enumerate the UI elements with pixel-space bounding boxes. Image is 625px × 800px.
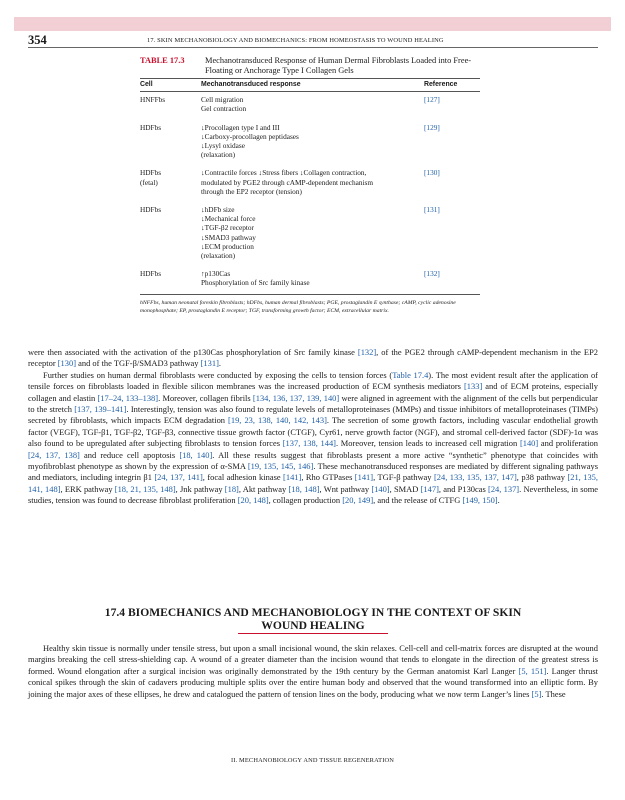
running-title: 17. SKIN MECHANOBIOLOGY AND BIOMECHANICS: FROM HOMEOSTASIS TO WOUND HEALING bbox=[147, 37, 444, 44]
section-rule bbox=[238, 633, 388, 634]
body-text-upper bbox=[28, 347, 598, 507]
table-cell-response bbox=[201, 168, 424, 196]
table-cell-reference bbox=[424, 95, 480, 113]
table-cell-reference bbox=[424, 168, 480, 196]
section-heading-line-1: 17.4 BIOMECHANICS AND MECHANOBIOLOGY IN THE CONTEXT OF SKIN bbox=[104, 606, 522, 619]
table-row bbox=[140, 168, 480, 196]
table-cell-reference-line: [132] bbox=[424, 269, 440, 279]
table-cell-response bbox=[201, 123, 424, 160]
citation-link[interactable]: Table 17.4 bbox=[392, 369, 429, 380]
table-footnote: hNFFbs, human neonatal foreskin fibroblasts; hDFbs, human dermal fibroblasts; PGE, prostaglandin E synthase; cAMP, cyclic adenosine monophosphate; EP, prostaglandin E receptor; TGF, transforming growth factor; ECM, extracellular matrix. bbox=[140, 299, 456, 315]
table-row bbox=[140, 123, 480, 160]
table-cell-type-line: HDFbs bbox=[140, 122, 162, 132]
data-table bbox=[140, 78, 480, 316]
citation-link[interactable]: [24, 133, 135, 137, 147] bbox=[433, 472, 517, 483]
table-cell-response-line: ↓ECM production bbox=[201, 241, 254, 251]
table-cell-response-line: ↓hDFb size bbox=[201, 205, 235, 215]
citation-link[interactable]: [24, 137, 138] bbox=[28, 449, 80, 460]
table-cell-type-line: HDFbs bbox=[140, 168, 162, 178]
table-cell-reference-line: [129] bbox=[424, 122, 440, 132]
citation-link[interactable]: [19, 23, 138, 140, 142, 143] bbox=[228, 415, 327, 426]
table-cell-response-line: ↓Procollagen type I and III bbox=[201, 122, 280, 132]
table-row bbox=[140, 205, 480, 260]
column-header-cell: Cell bbox=[140, 81, 153, 88]
table-cell-response-line: ↓SMAD3 pathway bbox=[201, 232, 256, 242]
header-rule bbox=[28, 47, 598, 48]
citation-link[interactable]: [21, 135, 141, 148] bbox=[28, 472, 598, 494]
table-cell-type bbox=[140, 95, 201, 113]
citation-link[interactable]: [149, 150] bbox=[462, 495, 498, 506]
table-cell-response-line: ↓TGF-β2 receptor bbox=[201, 223, 254, 233]
citation-link[interactable]: [18] bbox=[224, 483, 239, 494]
table-cell-response-line: Phosphorylation of Src family kinase bbox=[201, 278, 310, 288]
table-cell-response bbox=[201, 205, 424, 260]
citation-link[interactable]: [19, 135, 145, 146] bbox=[247, 461, 314, 472]
citation-link[interactable]: [131] bbox=[200, 358, 219, 369]
table-cell-response-line: ↓Contractile forces ↓Stress fibers ↓Collagen contraction, bbox=[201, 168, 367, 178]
table-cell-type bbox=[140, 269, 201, 287]
table-cell-type-line: (fetal) bbox=[140, 177, 158, 187]
table-cell-response-line: ↑p130Cas bbox=[201, 269, 231, 279]
table-cell-type-line: HNFFbs bbox=[140, 95, 166, 105]
table-cell-response-line: ↓Carboxy-procollagen peptidases bbox=[201, 131, 299, 141]
citation-link[interactable]: [24, 137] bbox=[488, 483, 520, 494]
citation-link[interactable]: [18, 148] bbox=[288, 483, 320, 494]
citation-link[interactable]: [20, 149] bbox=[342, 495, 374, 506]
table-title: Mechanotransduced Response of Human Dermal Fibroblasts Loaded into Free-Floating or Anchorage Type I Collagen Gels bbox=[205, 56, 472, 75]
table-body bbox=[140, 95, 480, 287]
table-cell-type-line: HDFbs bbox=[140, 269, 162, 279]
table-cell-response-line: (relaxation) bbox=[201, 251, 236, 261]
table-cell-type bbox=[140, 168, 201, 196]
header-band bbox=[14, 17, 611, 31]
table-cell-response bbox=[201, 269, 424, 287]
paragraph-tension-studies: Further studies on human dermal fibroblasts were conducted by exposing the cells to tension forces (Table 17.4). The most evident result after the application of tensile forces on fibroblasts loaded in flexible silicon membranes was the increased production of ECM synthesis mediators [133] and of ECM proteins, especially collagen and elastin [17–24, 133–138]. Moreover, collagen fibrils [134, 136, 137, 139, 140] were aligned in agreement with the alignment of the cells but perpendicular to the stretch [137, 139–141]. Interestingly, tension was also found to regulate levels of metalloproteinases (MMPs) and tissue inhibitors of metalloproteinases (TIMPs) secreted by fibroblasts, which impacts ECM degradation [19, 23, 138, 140, 142, 143]. The secretion of some growth factors, including vascular endothelial growth factor (VEGF), TGF-β1, TGF-β2, TGF-β3, connective tissue growth factor (CTGF), Cyr61, nerve growth factor (NGF), and stromal cell-derived factor (SDF)-1α was also found to be upregulated after subjecting fibroblasts to tension forces [137, 138, 144]. Moreover, tension leads to increased cell migration [140] and proliferation [24, 137, 138] and reduce cell apoptosis [18, 140]. All these results suggest that fibroblasts present a more active “synthetic” phenotype that coincides with myofibroblast phenotype as shown by the expression of α-SMA [19, 135, 145, 146]. These mechanotransduced responses are mediated by different signaling pathways and mediators, including integrin β1 [24, 137, 141], focal adhesion kinase [141], Rho GTPases [141], TGF-β pathway [24, 133, 135, 137, 147], p38 pathway [21, 135, 141, 148], ERK pathway [18, 21, 135, 148], Jnk pathway [18], Akt pathway [18, 148], Wnt pathway [140], SMAD [147], and P130cas [24, 137]. Nevertheless, in some studies, tension was found to decrease fibroblast proliferation [20, 148], collagen production [20, 149], and the release of CTFG [149, 150]. bbox=[28, 369, 599, 506]
citation-link[interactable]: [130] bbox=[57, 358, 77, 369]
table-cell-response-line: ↓Lysyl oxidase bbox=[201, 141, 245, 151]
citation-link[interactable]: [134, 136, 137, 139, 140] bbox=[252, 392, 340, 403]
table-cell-reference bbox=[424, 123, 480, 160]
citation-link[interactable]: [132] bbox=[357, 347, 377, 357]
citation-link[interactable]: [137, 139–141] bbox=[74, 404, 127, 415]
citation-link[interactable]: [137, 138, 144] bbox=[282, 438, 336, 449]
table-cell-response bbox=[201, 95, 424, 113]
table-cell-reference-line: [131] bbox=[424, 205, 440, 215]
table-cell-type-line: HDFbs bbox=[140, 205, 162, 215]
table-row bbox=[140, 269, 480, 287]
page-number: 354 bbox=[28, 33, 47, 47]
table-cell-response-line: through the EP2 receptor (tension) bbox=[201, 186, 302, 196]
section-heading bbox=[28, 606, 598, 632]
column-header-response: Mechanotransduced response bbox=[201, 81, 301, 88]
citation-link[interactable]: [140] bbox=[519, 438, 539, 449]
table-cell-response-line: Gel contraction bbox=[201, 104, 247, 114]
paragraph-continuation: were then associated with the activation of the p130Cas phosphorylation of Src family kinase [132], of the PGE2 through cAMP-dependent mechanism in the EP2 receptor [130] and of the TGF-β/SMAD3 pathway [131]. bbox=[28, 347, 598, 369]
table-cell-response-line: ↓Mechanical force bbox=[201, 214, 256, 224]
citation-link[interactable]: [141] bbox=[354, 472, 374, 483]
citation-link[interactable]: [18, 140] bbox=[179, 449, 213, 460]
citation-link[interactable]: [141] bbox=[283, 472, 302, 483]
citation-link[interactable]: [17–24, 133–138] bbox=[97, 392, 159, 403]
citation-link[interactable]: [5] bbox=[531, 688, 542, 699]
table-cell-response-line: (relaxation) bbox=[201, 150, 236, 160]
citation-link[interactable]: [133] bbox=[463, 381, 483, 392]
table-caption bbox=[140, 56, 480, 75]
table-cell-reference bbox=[424, 205, 480, 260]
table-header-row bbox=[140, 78, 480, 92]
table-row bbox=[140, 95, 480, 113]
citation-link[interactable]: [147] bbox=[420, 483, 439, 494]
table-cell-type bbox=[140, 205, 201, 260]
citation-link[interactable]: [5, 151] bbox=[518, 665, 547, 676]
table-label: TABLE 17.3 bbox=[140, 56, 185, 65]
table-cell-type bbox=[140, 123, 201, 160]
citation-link[interactable]: [24, 137, 141] bbox=[154, 472, 203, 483]
table-cell-reference-line: [130] bbox=[424, 168, 440, 178]
column-header-reference: Reference bbox=[424, 81, 458, 88]
citation-link[interactable]: [20, 148] bbox=[237, 495, 269, 506]
table-cell-response-line: modulated by PGE2 through cAMP-dependent mechanism bbox=[201, 177, 374, 187]
section-heading-line-2: WOUND HEALING bbox=[261, 619, 365, 632]
citation-link[interactable]: [18, 21, 135, 148] bbox=[114, 483, 176, 494]
body-text-lower bbox=[28, 643, 598, 700]
table-cell-reference bbox=[424, 269, 480, 287]
table-cell-response-line: Cell migration bbox=[201, 95, 244, 105]
paragraph-wound-healing: Healthy skin tissue is normally under tensile stress, but upon a small incisional wound, the skin relaxes. Cell-cell and cell-matrix forces are disrupted at the wound margins breaking the cell stress-shielding cap. A wound of a greater diameter than the incision wound that tends to elongate in the direction of the greatest stress is formed. Wound elongation after a surgical incision was originally demonstrated by the 19th century by the German anatomist Karl Langer [5, 151]. Langer thrust conical spikes through the skin of cadavers producing multiple splits over the entire human body and observed that the wound transformed into an elliptic form. By joining the major axes of these ellipses, he drew and catalogued the pattern of tension lines on the body, producing what we now term Langer’s lines [5]. These bbox=[28, 643, 598, 699]
citation-link[interactable]: [140] bbox=[371, 483, 390, 494]
table-cell-reference-line: [127] bbox=[424, 95, 440, 105]
footer-part-title: II. MECHANOBIOLOGY AND TISSUE REGENERATION bbox=[230, 757, 395, 764]
